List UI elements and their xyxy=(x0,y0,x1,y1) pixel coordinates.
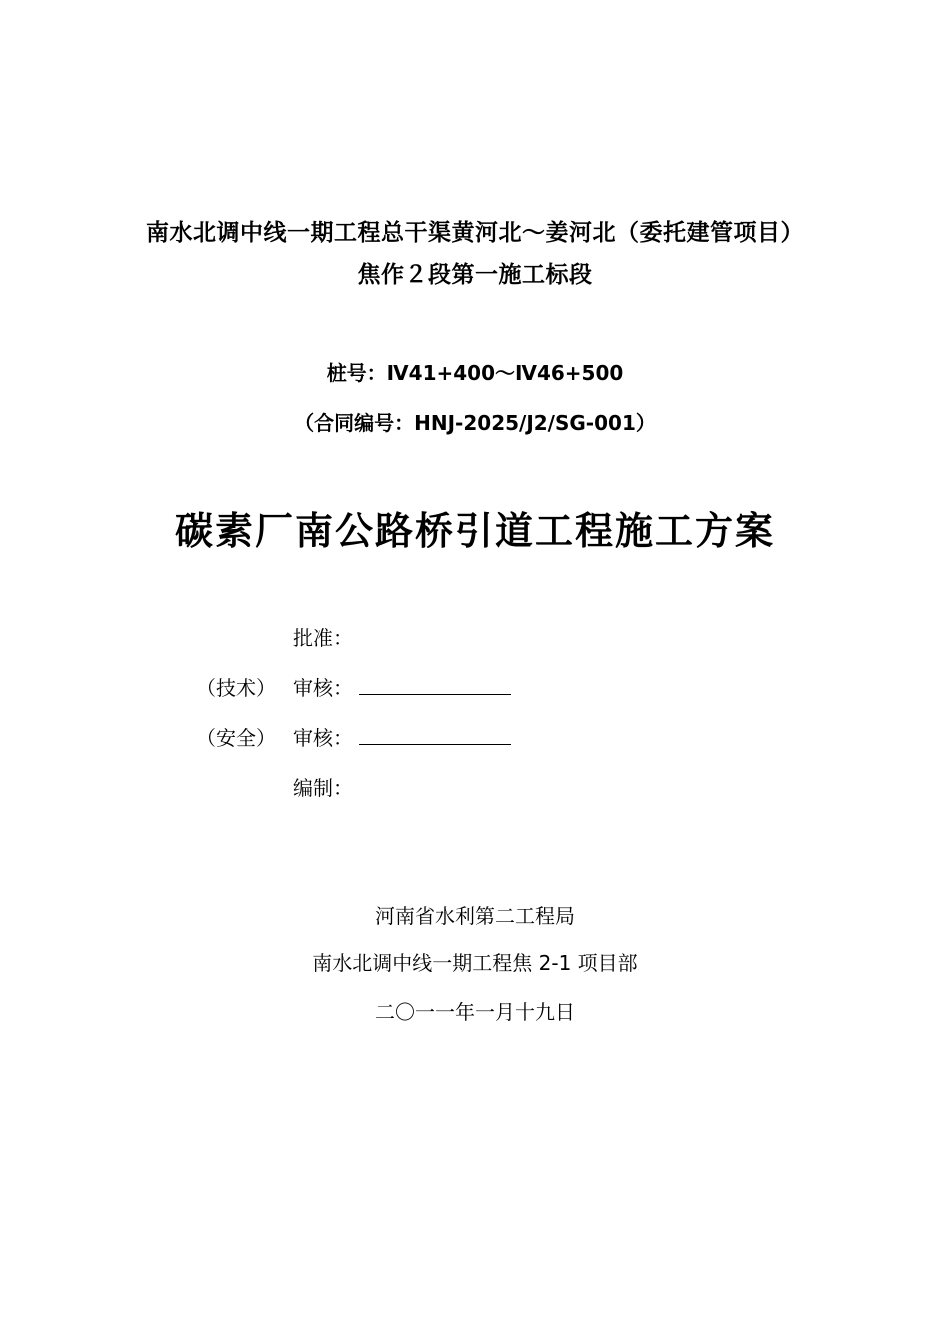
compile-label: 编制： xyxy=(293,776,353,800)
tech-review-prefix: （技术） xyxy=(196,676,276,700)
project-name-line1: 南水北调中线一期工程总干渠黄河北～姜河北（委托建管项目） xyxy=(146,220,804,246)
organization-name: 河南省水利第二工程局 xyxy=(375,904,575,928)
project-department: 南水北调中线一期工程焦 2-1 项目部 xyxy=(312,951,638,975)
compile-row xyxy=(0,772,950,802)
tech-review-label: 审核： xyxy=(293,676,353,700)
approve-row xyxy=(0,622,950,652)
approve-label: 批准： xyxy=(293,626,353,650)
project-name-line2: 焦作２段第一施工标段 xyxy=(357,262,593,288)
safety-review-row xyxy=(0,722,950,752)
tech-review-row xyxy=(0,672,950,702)
document-title: 碳素厂南公路桥引道工程施工方案 xyxy=(174,509,775,553)
tech-review-signature-line xyxy=(359,694,511,695)
safety-review-prefix: （安全） xyxy=(196,726,276,750)
safety-review-signature-line xyxy=(359,744,511,745)
safety-review-label: 审核： xyxy=(293,726,353,750)
stake-number: 桩号：Ⅳ41+400～Ⅳ46+500 xyxy=(326,361,624,385)
document-date: 二〇一一年一月十九日 xyxy=(375,1000,575,1024)
contract-number: （合同编号：HNJ-2025/J2/SG-001） xyxy=(294,411,656,435)
